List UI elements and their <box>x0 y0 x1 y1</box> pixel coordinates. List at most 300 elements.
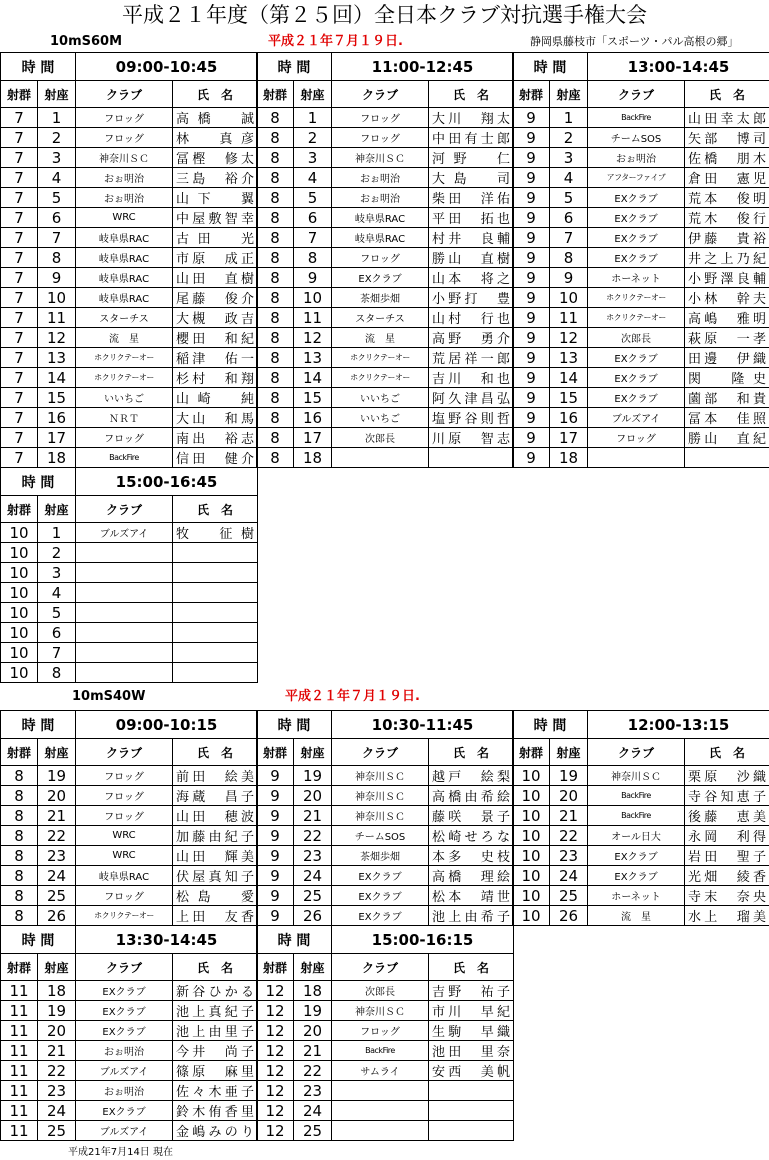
seat-cell: 25 <box>38 886 76 906</box>
column-header-row <box>1 81 258 108</box>
table-row <box>513 128 769 148</box>
table-row <box>257 208 514 228</box>
club-cell <box>588 448 685 468</box>
column-header-club: クラブ <box>588 81 685 108</box>
seat-cell: 20 <box>294 1021 332 1041</box>
column-header-club: クラブ <box>332 954 429 981</box>
name-cell: 吉川 和也 <box>429 368 514 388</box>
name-cell: 山崎 純 <box>173 388 258 408</box>
time-label: 時 間 <box>1 53 76 81</box>
club-cell: 神奈川ＳＣ <box>588 766 685 786</box>
group-cell: 9 <box>257 846 294 866</box>
name-cell: 塩野谷則哲 <box>429 408 514 428</box>
group-cell: 7 <box>1 428 38 448</box>
club-cell: EXクラブ <box>588 866 685 886</box>
name-cell: 海蔵 昌子 <box>173 786 258 806</box>
table-row <box>1 228 258 248</box>
name-cell: 市原 成正 <box>173 248 258 268</box>
time-header-row <box>257 711 514 739</box>
club-cell: BackFire <box>76 448 173 468</box>
table-row <box>257 428 514 448</box>
club-cell: スターチス <box>332 308 429 328</box>
table-row <box>513 806 769 826</box>
table-row <box>257 806 514 826</box>
table-row <box>513 448 769 468</box>
table-row <box>257 1101 514 1121</box>
seat-cell: 5 <box>294 188 332 208</box>
table-row <box>1 886 258 906</box>
footer-note: 平成21年7月14日 現在 <box>68 1147 173 1158</box>
club-cell <box>76 643 173 663</box>
table-row <box>513 248 769 268</box>
club-cell: ホクリクテーオー <box>588 308 685 328</box>
group-cell: 8 <box>257 148 294 168</box>
table-row <box>1 308 258 328</box>
table-row <box>1 1101 258 1121</box>
name-cell: 杉村 和翔 <box>173 368 258 388</box>
group-cell: 7 <box>1 328 38 348</box>
group-cell: 11 <box>1 1081 38 1101</box>
schedule-block <box>256 52 514 468</box>
column-header-group: 射群 <box>1 81 38 108</box>
club-cell: 神奈川ＳＣ <box>332 786 429 806</box>
time-header-row <box>1 926 258 954</box>
seat-cell: 17 <box>550 428 588 448</box>
table-row <box>1 268 258 288</box>
name-cell: 冨本 佳照 <box>685 408 769 428</box>
column-header-row <box>513 81 769 108</box>
club-cell <box>76 583 173 603</box>
schedule-block <box>0 925 258 1141</box>
club-cell: WRC <box>76 826 173 846</box>
group-cell: 8 <box>1 826 38 846</box>
name-cell <box>429 448 514 468</box>
seat-cell: 8 <box>550 248 588 268</box>
seat-cell: 3 <box>38 563 76 583</box>
column-header-seat: 射座 <box>294 739 332 766</box>
club-cell: フロッグ <box>332 1021 429 1041</box>
table-row <box>513 906 769 926</box>
club-cell: BackFire <box>588 786 685 806</box>
group-cell: 9 <box>257 866 294 886</box>
table-row <box>513 328 769 348</box>
name-cell: 山田 輝美 <box>173 846 258 866</box>
column-header-row <box>257 739 514 766</box>
time-range: 13:00-14:45 <box>588 53 769 81</box>
table-row <box>1 388 258 408</box>
time-range: 10:30-11:45 <box>332 711 514 739</box>
table-row <box>513 108 769 128</box>
seat-cell: 6 <box>550 208 588 228</box>
schedule-block <box>256 710 514 926</box>
group-cell: 7 <box>1 388 38 408</box>
group-cell: 9 <box>513 308 550 328</box>
seat-cell: 24 <box>38 1101 76 1121</box>
seat-cell: 23 <box>38 846 76 866</box>
seat-cell: 25 <box>38 1121 76 1141</box>
group-cell: 8 <box>1 866 38 886</box>
name-cell: 安西 美帆 <box>429 1061 514 1081</box>
group-cell: 10 <box>513 806 550 826</box>
club-cell: EXクラブ <box>588 208 685 228</box>
group-cell: 10 <box>1 663 38 683</box>
seat-cell: 21 <box>38 806 76 826</box>
group-cell: 7 <box>1 128 38 148</box>
club-cell: EXクラブ <box>588 368 685 388</box>
club-cell <box>332 1101 429 1121</box>
table-row <box>257 168 514 188</box>
table-row <box>513 348 769 368</box>
group-cell: 8 <box>257 288 294 308</box>
group-cell: 12 <box>257 1001 294 1021</box>
seat-cell: 11 <box>38 308 76 328</box>
group-cell: 9 <box>513 348 550 368</box>
name-cell: 篠原 麻里 <box>173 1061 258 1081</box>
club-cell: BackFire <box>588 108 685 128</box>
club-cell: ホクリクテーオー <box>588 288 685 308</box>
name-cell: 田邊 伊織 <box>685 348 769 368</box>
club-cell: おぉ明治 <box>588 148 685 168</box>
club-cell: チームSOS <box>332 826 429 846</box>
club-cell: EXクラブ <box>76 981 173 1001</box>
club-cell <box>332 448 429 468</box>
group-cell: 11 <box>1 1001 38 1021</box>
column-header-group: 射群 <box>1 739 38 766</box>
club-cell: フロッグ <box>332 248 429 268</box>
name-cell: 伏屋真知子 <box>173 866 258 886</box>
page-title: 平成２１年度（第２５回）全日本クラブ対抗選手権大会 <box>122 3 647 27</box>
seat-cell: 7 <box>294 228 332 248</box>
table-row <box>513 886 769 906</box>
name-cell: 池上由里子 <box>173 1021 258 1041</box>
column-header-club: クラブ <box>76 954 173 981</box>
column-header-club: クラブ <box>332 739 429 766</box>
group-cell: 7 <box>1 228 38 248</box>
time-label: 時 間 <box>1 926 76 954</box>
seat-cell: 12 <box>294 328 332 348</box>
seat-cell: 23 <box>294 846 332 866</box>
name-cell: 山下 翼 <box>173 188 258 208</box>
name-cell: 倉田 憲児 <box>685 168 769 188</box>
club-cell: フロッグ <box>76 128 173 148</box>
club-cell: EXクラブ <box>332 268 429 288</box>
name-cell: 柴田 洋佑 <box>429 188 514 208</box>
seat-cell: 21 <box>294 806 332 826</box>
name-cell: 永岡 利得 <box>685 826 769 846</box>
club-cell: オール日大 <box>588 826 685 846</box>
name-cell: 本多 史枝 <box>429 846 514 866</box>
name-cell <box>173 583 258 603</box>
seat-cell: 14 <box>294 368 332 388</box>
time-range: 09:00-10:15 <box>76 711 258 739</box>
group-cell: 11 <box>1 1061 38 1081</box>
seat-cell: 7 <box>38 228 76 248</box>
club-cell: EXクラブ <box>588 248 685 268</box>
table-row <box>1 826 258 846</box>
seat-cell: 1 <box>294 108 332 128</box>
group-cell: 7 <box>1 208 38 228</box>
name-cell: 大山 和馬 <box>173 408 258 428</box>
table-row <box>1 248 258 268</box>
name-cell: 池田 里奈 <box>429 1041 514 1061</box>
name-cell: 前田 絵美 <box>173 766 258 786</box>
name-cell: 水上 瑠美 <box>685 906 769 926</box>
event-date-men: 平成２１年７月１９日. <box>268 34 403 49</box>
name-cell: 松本 靖世 <box>429 886 514 906</box>
group-cell: 10 <box>513 846 550 866</box>
table-row <box>1 108 258 128</box>
club-cell <box>332 1121 429 1141</box>
name-cell: 松島 愛 <box>173 886 258 906</box>
column-header-group: 射群 <box>1 954 38 981</box>
group-cell: 8 <box>257 128 294 148</box>
table-row <box>513 826 769 846</box>
group-cell: 10 <box>1 623 38 643</box>
column-header-group: 射群 <box>513 739 550 766</box>
table-row <box>257 1041 514 1061</box>
time-label: 時 間 <box>257 711 332 739</box>
club-cell: EXクラブ <box>76 1021 173 1041</box>
club-cell: 岐阜県RAC <box>76 228 173 248</box>
club-cell: ホーネット <box>588 268 685 288</box>
seat-cell: 25 <box>550 886 588 906</box>
column-header-name: 氏 名 <box>429 954 514 981</box>
seat-cell: 1 <box>38 523 76 543</box>
club-cell: ホクリクテーオー <box>76 368 173 388</box>
club-cell: BackFire <box>332 1041 429 1061</box>
seat-cell: 16 <box>38 408 76 428</box>
table-row <box>1 1081 258 1101</box>
table-row <box>513 308 769 328</box>
name-cell: 山村 行也 <box>429 308 514 328</box>
club-cell: 神奈川ＳＣ <box>332 148 429 168</box>
seat-cell: 7 <box>550 228 588 248</box>
seat-cell: 15 <box>550 388 588 408</box>
seat-cell: 22 <box>550 826 588 846</box>
group-cell: 8 <box>257 328 294 348</box>
group-cell: 9 <box>513 168 550 188</box>
name-cell: 今井 尚子 <box>173 1041 258 1061</box>
table-row <box>1 543 258 563</box>
table-row <box>1 563 258 583</box>
seat-cell: 22 <box>294 1061 332 1081</box>
table-row <box>513 428 769 448</box>
column-header-row <box>1 739 258 766</box>
seat-cell: 5 <box>38 603 76 623</box>
club-cell: 次郎長 <box>332 981 429 1001</box>
name-cell: 市川 早紀 <box>429 1001 514 1021</box>
schedule-block <box>256 925 514 1141</box>
group-cell: 9 <box>257 806 294 826</box>
club-cell: フロッグ <box>332 128 429 148</box>
club-cell: EXクラブ <box>332 886 429 906</box>
group-cell: 12 <box>257 1121 294 1141</box>
table-row <box>1 448 258 468</box>
seat-cell: 23 <box>294 1081 332 1101</box>
column-header-row <box>1 496 258 523</box>
seat-cell: 23 <box>38 1081 76 1101</box>
club-cell: フロッグ <box>76 108 173 128</box>
group-cell: 7 <box>1 348 38 368</box>
name-cell: 光畑 綾香 <box>685 866 769 886</box>
seat-cell: 23 <box>550 846 588 866</box>
name-cell <box>685 448 769 468</box>
name-cell: 高橋由希絵 <box>429 786 514 806</box>
name-cell: 伊藤 貴裕 <box>685 228 769 248</box>
seat-cell: 18 <box>38 448 76 468</box>
name-cell: 高嶋 雅明 <box>685 308 769 328</box>
name-cell: 小林 幹夫 <box>685 288 769 308</box>
seat-cell: 24 <box>294 866 332 886</box>
name-cell: 大川 翔太 <box>429 108 514 128</box>
table-row <box>257 388 514 408</box>
table-row <box>1 786 258 806</box>
club-cell: ホクリクテーオー <box>332 368 429 388</box>
venue-label: 静岡県藤枝市「スポーツ・パル高根の郷」 <box>530 35 739 48</box>
seat-cell: 21 <box>550 806 588 826</box>
table-row <box>513 846 769 866</box>
name-cell: 小野澤良輔 <box>685 268 769 288</box>
seat-cell: 14 <box>38 368 76 388</box>
club-cell: ブルズアイ <box>76 523 173 543</box>
name-cell: 三島 裕介 <box>173 168 258 188</box>
club-cell: 流 星 <box>332 328 429 348</box>
table-row <box>257 408 514 428</box>
group-cell: 9 <box>513 328 550 348</box>
seat-cell: 22 <box>38 826 76 846</box>
club-cell: ブルズアイ <box>76 1121 173 1141</box>
name-cell: 大槻 政吉 <box>173 308 258 328</box>
name-cell: 荒居祥一郎 <box>429 348 514 368</box>
club-cell: 流 星 <box>588 906 685 926</box>
name-cell: 阿久津昌弘 <box>429 388 514 408</box>
table-row <box>513 388 769 408</box>
name-cell <box>429 1101 514 1121</box>
name-cell: 勝山 直樹 <box>429 248 514 268</box>
group-cell: 11 <box>1 1101 38 1121</box>
seat-cell: 24 <box>38 866 76 886</box>
time-range: 15:00-16:15 <box>332 926 514 954</box>
group-cell: 7 <box>1 148 38 168</box>
club-cell: WRC <box>76 208 173 228</box>
seat-cell: 16 <box>550 408 588 428</box>
name-cell: 平田 拓也 <box>429 208 514 228</box>
name-cell <box>429 1121 514 1141</box>
name-cell: 池上真紀子 <box>173 1001 258 1021</box>
name-cell: 井之上乃紀 <box>685 248 769 268</box>
name-cell: 新谷ひかる <box>173 981 258 1001</box>
time-header-row <box>257 926 514 954</box>
table-row <box>1 1041 258 1061</box>
name-cell: 池上由希子 <box>429 906 514 926</box>
group-cell: 8 <box>257 388 294 408</box>
club-cell: フロッグ <box>76 766 173 786</box>
group-cell: 9 <box>513 268 550 288</box>
club-cell <box>76 603 173 623</box>
club-cell <box>76 623 173 643</box>
column-header-seat: 射座 <box>38 954 76 981</box>
name-cell: 高橋 誠 <box>173 108 258 128</box>
name-cell: 信田 健介 <box>173 448 258 468</box>
club-cell: ホーネット <box>588 886 685 906</box>
seat-cell: 4 <box>294 168 332 188</box>
table-row <box>257 268 514 288</box>
group-cell: 9 <box>257 766 294 786</box>
group-cell: 9 <box>513 388 550 408</box>
seat-cell: 24 <box>550 866 588 886</box>
name-cell: 荒木 俊行 <box>685 208 769 228</box>
seat-cell: 26 <box>294 906 332 926</box>
group-cell: 8 <box>257 448 294 468</box>
table-row <box>513 866 769 886</box>
table-row <box>1 348 258 368</box>
seat-cell: 20 <box>38 786 76 806</box>
group-cell: 10 <box>1 603 38 623</box>
club-cell: EXクラブ <box>588 388 685 408</box>
club-cell: 岐阜県RAC <box>76 268 173 288</box>
group-cell: 9 <box>513 148 550 168</box>
seat-cell: 17 <box>38 428 76 448</box>
seat-cell: 20 <box>550 786 588 806</box>
club-cell <box>76 563 173 583</box>
table-row <box>257 1061 514 1081</box>
column-header-name: 氏 名 <box>429 81 514 108</box>
seat-cell: 2 <box>550 128 588 148</box>
club-cell: EXクラブ <box>76 1001 173 1021</box>
name-cell <box>173 663 258 683</box>
table-row <box>257 866 514 886</box>
club-cell: EXクラブ <box>332 866 429 886</box>
column-header-name: 氏 名 <box>685 81 769 108</box>
name-cell: 栗原 沙織 <box>685 766 769 786</box>
table-row <box>257 1021 514 1041</box>
club-cell: 岐阜県RAC <box>332 208 429 228</box>
table-row <box>257 766 514 786</box>
table-row <box>1 906 258 926</box>
name-cell: 勝山 直紀 <box>685 428 769 448</box>
table-row <box>1 806 258 826</box>
table-row <box>257 1001 514 1021</box>
seat-cell: 25 <box>294 1121 332 1141</box>
column-header-row <box>1 954 258 981</box>
group-cell: 12 <box>257 1021 294 1041</box>
seat-cell: 5 <box>550 188 588 208</box>
table-row <box>257 1081 514 1101</box>
column-header-club: クラブ <box>588 739 685 766</box>
time-range: 12:00-13:15 <box>588 711 769 739</box>
schedule-block <box>0 52 258 468</box>
column-header-group: 射群 <box>513 81 550 108</box>
group-cell: 8 <box>257 368 294 388</box>
name-cell: 生駒 早織 <box>429 1021 514 1041</box>
table-row <box>1 408 258 428</box>
club-cell: EXクラブ <box>76 1101 173 1121</box>
name-cell <box>173 543 258 563</box>
group-cell: 8 <box>1 786 38 806</box>
name-cell: 寺末 奈央 <box>685 886 769 906</box>
time-range: 09:00-10:45 <box>76 53 258 81</box>
club-cell: おぉ明治 <box>76 168 173 188</box>
club-cell: ＮＲＴ <box>76 408 173 428</box>
table-row <box>257 826 514 846</box>
name-cell: 寺谷知恵子 <box>685 786 769 806</box>
seat-cell: 9 <box>550 268 588 288</box>
time-header-row <box>1 53 258 81</box>
group-cell: 12 <box>257 1081 294 1101</box>
table-row <box>257 128 514 148</box>
seat-cell: 24 <box>294 1101 332 1121</box>
name-cell: 高橋 理絵 <box>429 866 514 886</box>
